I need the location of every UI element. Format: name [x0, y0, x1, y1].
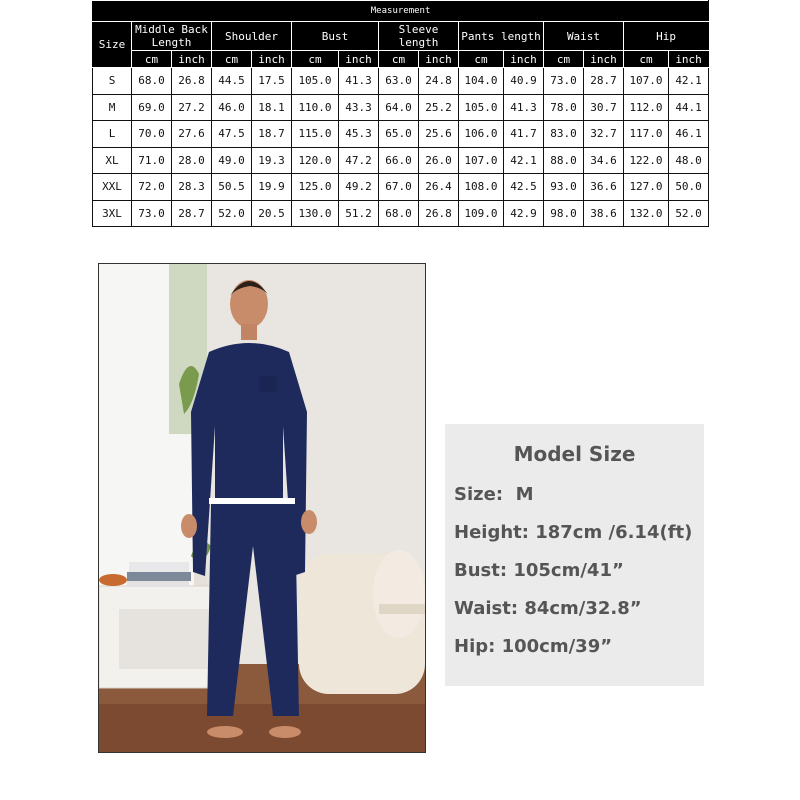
measurement-cell: 42.1 [669, 68, 709, 95]
unit-header-cell: cm [132, 51, 172, 68]
unit-header-cell: inch [252, 51, 292, 68]
shirt-hem [209, 498, 295, 504]
measurement-cell: 63.0 [379, 68, 419, 95]
measurement-cell: 48.0 [669, 147, 709, 174]
table-header-row [93, 22, 709, 51]
unit-header-cell: cm [459, 51, 504, 68]
measurement-cell: 28.7 [172, 200, 212, 227]
model-right-foot [269, 726, 301, 738]
unit-header-cell: cm [544, 51, 584, 68]
measurement-cell: 43.3 [339, 94, 379, 121]
measurement-cell: 66.0 [379, 147, 419, 174]
column-header: Hip [624, 22, 709, 51]
measurement-cell: 26.4 [419, 174, 459, 201]
measurement-cell: 132.0 [624, 200, 669, 227]
column-header: Middle Back Length [132, 22, 212, 51]
model-size-card [445, 424, 704, 686]
model-waist-label: Waist: [454, 598, 519, 619]
measurement-cell: 83.0 [544, 121, 584, 148]
measurement-cell: 122.0 [624, 147, 669, 174]
measurement-cell: 18.1 [252, 94, 292, 121]
measurement-cell: 26.8 [419, 200, 459, 227]
table-row [93, 94, 709, 121]
table-title-row [93, 1, 709, 22]
measurement-cell: 44.1 [669, 94, 709, 121]
measurement-cell: 117.0 [624, 121, 669, 148]
measurement-cell: 28.3 [172, 174, 212, 201]
size-cell: 3XL [93, 200, 132, 227]
measurement-cell: 64.0 [379, 94, 419, 121]
floor-shadow [99, 704, 425, 752]
measurement-cell: 30.7 [584, 94, 624, 121]
measurement-cell: 34.6 [584, 147, 624, 174]
measurement-cell: 112.0 [624, 94, 669, 121]
model-bust-line [454, 560, 624, 581]
table-row [93, 200, 709, 227]
measurement-cell: 26.0 [419, 147, 459, 174]
measurement-cell: 32.7 [584, 121, 624, 148]
model-size-label: Size: [454, 484, 504, 505]
measurement-cell: 45.3 [339, 121, 379, 148]
model-hip-value: 100cm/39” [501, 636, 613, 657]
measurement-cell: 41.3 [339, 68, 379, 95]
unit-header-cell: cm [624, 51, 669, 68]
fruit-bowl [99, 574, 127, 586]
model-size-value: M [515, 484, 534, 505]
cabinet-panel [119, 609, 209, 669]
measurement-cell: 18.7 [252, 121, 292, 148]
sofa-book [379, 604, 425, 614]
measurement-cell: 125.0 [292, 174, 339, 201]
column-header: Shoulder [212, 22, 292, 51]
model-neck [241, 324, 257, 340]
measurement-cell: 44.5 [212, 68, 252, 95]
table-title: Measurement [93, 1, 709, 22]
unit-header-cell: cm [212, 51, 252, 68]
measurement-cell: 19.9 [252, 174, 292, 201]
shirt-pocket [259, 376, 277, 392]
column-header: Waist [544, 22, 624, 51]
model-bust-label: Bust: [454, 560, 508, 581]
measurement-cell: 88.0 [544, 147, 584, 174]
model-hip-line [454, 636, 612, 657]
table-row [93, 121, 709, 148]
model-left-hand [181, 514, 197, 538]
size-chart-table [92, 0, 709, 227]
measurement-cell: 105.0 [459, 94, 504, 121]
measurement-cell: 42.5 [504, 174, 544, 201]
model-waist-line [454, 598, 642, 619]
measurement-cell: 115.0 [292, 121, 339, 148]
model-size-title: Model Size [513, 442, 636, 466]
measurement-cell: 70.0 [132, 121, 172, 148]
measurement-cell: 120.0 [292, 147, 339, 174]
measurement-cell: 68.0 [379, 200, 419, 227]
unit-header-cell: cm [292, 51, 339, 68]
model-height-line [454, 522, 692, 543]
table-row [93, 174, 709, 201]
measurement-cell: 20.5 [252, 200, 292, 227]
unit-header-cell: inch [172, 51, 212, 68]
model-left-foot [207, 726, 243, 738]
measurement-cell: 41.7 [504, 121, 544, 148]
model-size-line [454, 484, 534, 505]
measurement-cell: 71.0 [132, 147, 172, 174]
measurement-cell: 19.3 [252, 147, 292, 174]
measurement-cell: 47.2 [339, 147, 379, 174]
column-header: Pants length [459, 22, 544, 51]
measurement-cell: 107.0 [459, 147, 504, 174]
measurement-cell: 130.0 [292, 200, 339, 227]
measurement-cell: 41.3 [504, 94, 544, 121]
unit-header-cell: inch [419, 51, 459, 68]
model-head [230, 280, 268, 328]
unit-header-cell: inch [339, 51, 379, 68]
measurement-cell: 68.0 [132, 68, 172, 95]
measurement-cell: 52.0 [669, 200, 709, 227]
measurement-cell: 47.5 [212, 121, 252, 148]
column-header: Bust [292, 22, 379, 51]
measurement-cell: 26.8 [172, 68, 212, 95]
measurement-cell: 105.0 [292, 68, 339, 95]
measurement-cell: 46.1 [669, 121, 709, 148]
column-header: Sleeve length [379, 22, 459, 51]
measurement-cell: 93.0 [544, 174, 584, 201]
measurement-cell: 42.9 [504, 200, 544, 227]
measurement-cell: 98.0 [544, 200, 584, 227]
measurement-cell: 46.0 [212, 94, 252, 121]
model-photo-illustration [99, 264, 425, 752]
measurement-cell: 27.6 [172, 121, 212, 148]
measurement-cell: 50.5 [212, 174, 252, 201]
measurement-cell: 25.2 [419, 94, 459, 121]
size-cell: XXL [93, 174, 132, 201]
unit-header-cell: cm [379, 51, 419, 68]
measurement-cell: 73.0 [544, 68, 584, 95]
model-waist-value: 84cm/32.8” [524, 598, 642, 619]
measurement-cell: 104.0 [459, 68, 504, 95]
measurement-cell: 49.0 [212, 147, 252, 174]
measurement-cell: 28.7 [584, 68, 624, 95]
unit-header-cell: inch [669, 51, 709, 68]
measurement-cell: 108.0 [459, 174, 504, 201]
model-right-hand [301, 510, 317, 534]
size-cell: M [93, 94, 132, 121]
measurement-cell: 51.2 [339, 200, 379, 227]
measurement-cell: 36.6 [584, 174, 624, 201]
measurement-cell: 127.0 [624, 174, 669, 201]
model-height-value: 187cm /6.14(ft) [535, 522, 693, 543]
measurement-cell: 69.0 [132, 94, 172, 121]
model-photo [98, 263, 426, 753]
model-hip-label: Hip: [454, 636, 496, 657]
unit-header-row [93, 51, 709, 68]
book [127, 581, 189, 587]
measurement-cell: 50.0 [669, 174, 709, 201]
sofa-cushion [373, 550, 425, 638]
measurement-cell: 73.0 [132, 200, 172, 227]
measurement-cell: 107.0 [624, 68, 669, 95]
size-cell: L [93, 121, 132, 148]
model-bust-value: 105cm/41” [513, 560, 624, 581]
measurement-cell: 17.5 [252, 68, 292, 95]
measurement-cell: 65.0 [379, 121, 419, 148]
measurement-cell: 40.9 [504, 68, 544, 95]
measurement-cell: 42.1 [504, 147, 544, 174]
measurement-cell: 110.0 [292, 94, 339, 121]
unit-header-cell: inch [584, 51, 624, 68]
size-cell: XL [93, 147, 132, 174]
measurement-cell: 49.2 [339, 174, 379, 201]
unit-header-cell: inch [504, 51, 544, 68]
measurement-cell: 106.0 [459, 121, 504, 148]
measurement-cell: 109.0 [459, 200, 504, 227]
table-body [93, 68, 709, 227]
measurement-cell: 67.0 [379, 174, 419, 201]
measurement-cell: 38.6 [584, 200, 624, 227]
model-height-label: Height: [454, 522, 529, 543]
book [127, 572, 191, 581]
book [129, 562, 189, 572]
measurement-cell: 25.6 [419, 121, 459, 148]
measurement-cell: 28.0 [172, 147, 212, 174]
size-cell: S [93, 68, 132, 95]
size-column-header: Size [93, 22, 132, 68]
measurement-cell: 24.8 [419, 68, 459, 95]
measurement-cell: 52.0 [212, 200, 252, 227]
measurement-cell: 72.0 [132, 174, 172, 201]
measurement-cell: 27.2 [172, 94, 212, 121]
measurement-cell: 78.0 [544, 94, 584, 121]
table-row [93, 68, 709, 95]
table-row [93, 147, 709, 174]
